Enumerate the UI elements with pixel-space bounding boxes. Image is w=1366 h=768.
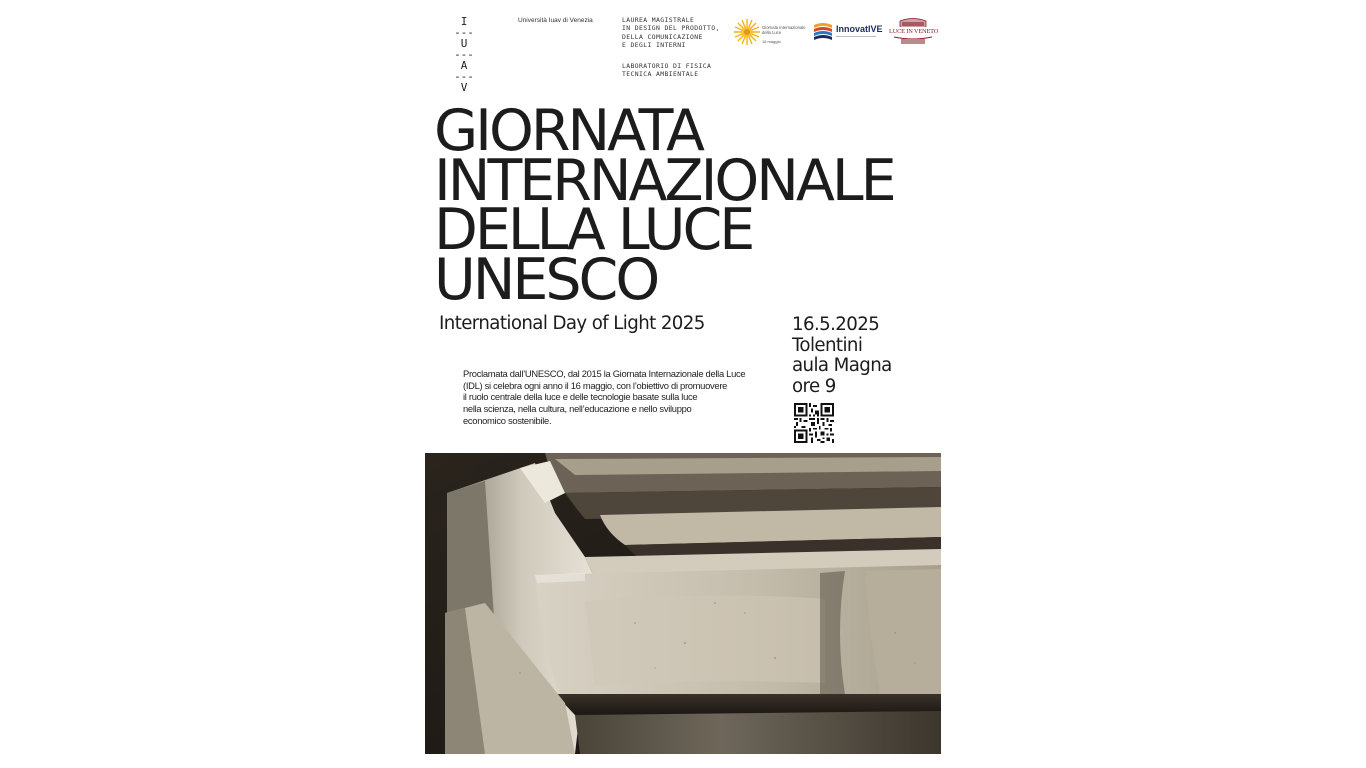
- layered-wave-icon: [812, 20, 834, 44]
- idl-logo-text: Giornata Internazionale della Luce: [762, 25, 806, 35]
- headline-line: DELLA LUCE: [434, 197, 753, 263]
- degree-program: [622, 16, 732, 50]
- logo-letter-u: U: [460, 37, 468, 50]
- description-line: (IDL) si celebra ogni anno il 16 maggio, con l’obiettivo di promuovere: [463, 379, 728, 391]
- logo-separator: ---: [454, 70, 474, 83]
- event-details: [792, 315, 892, 397]
- event-time: ore 9: [792, 375, 836, 397]
- innovative-logo-name: InnovatIVE: [836, 24, 883, 34]
- subtitle: International Day of Light 2025: [439, 313, 705, 334]
- sun-icon: [733, 17, 761, 47]
- logo-letter-a: A: [460, 59, 468, 72]
- headline-line: INTERNAZIONALE: [434, 147, 894, 214]
- headline-line: GIORNATA: [434, 98, 703, 164]
- event-room: aula Magna: [792, 355, 892, 376]
- iuav-logo: [453, 16, 475, 93]
- idl-partner-logo: [733, 17, 805, 47]
- headline: [434, 98, 894, 313]
- description-line: il ruolo centrale della luce e delle tecnologie basate sulla luce: [463, 391, 698, 403]
- headline-line: UNESCO: [434, 246, 658, 313]
- idl-logo-date: 16 maggio: [762, 39, 781, 44]
- degree-line: IN DESIGN DEL PRODOTTO,: [622, 24, 720, 33]
- qr-code-icon[interactable]: [794, 403, 834, 443]
- luce-in-veneto-logo: [888, 17, 938, 47]
- description-line: Proclamata dall’UNESCO, dal 2015 la Giornata Internazionale della Luce: [463, 368, 746, 379]
- logo-letter-i: I: [460, 15, 468, 28]
- stone-cornice-photo: [425, 453, 941, 754]
- university-name: Università Iuav di Venezia: [518, 17, 593, 24]
- description-line: nella scienza, nella cultura, nell’educazione e nello sviluppo: [463, 403, 692, 415]
- event-venue: Tolentini: [792, 334, 863, 356]
- degree-line: LAUREA MAGISTRALE: [622, 16, 695, 24]
- description-line: economico sostenibile.: [463, 414, 552, 426]
- innovative-partner-logo: [812, 20, 884, 46]
- logo-letter-v: V: [460, 81, 468, 94]
- innovative-logo-underline: [836, 36, 876, 37]
- description: [463, 368, 763, 427]
- logo-separator: ---: [454, 26, 474, 39]
- degree-line: E DEGLI INTERNI: [622, 41, 686, 50]
- logo-separator: ---: [454, 48, 474, 61]
- lab-line: LABORATORIO DI FISICA: [622, 62, 712, 70]
- lab-line: TECNICA AMBIENTALE: [622, 70, 699, 79]
- photo-artwork: [425, 453, 941, 754]
- event-date: 16.5.2025: [792, 314, 880, 335]
- luce-logo-word: LUCE IN VENETO: [889, 28, 939, 35]
- degree-line: DELLA COMUNICAZIONE: [622, 32, 703, 41]
- laboratory-name: [622, 62, 732, 79]
